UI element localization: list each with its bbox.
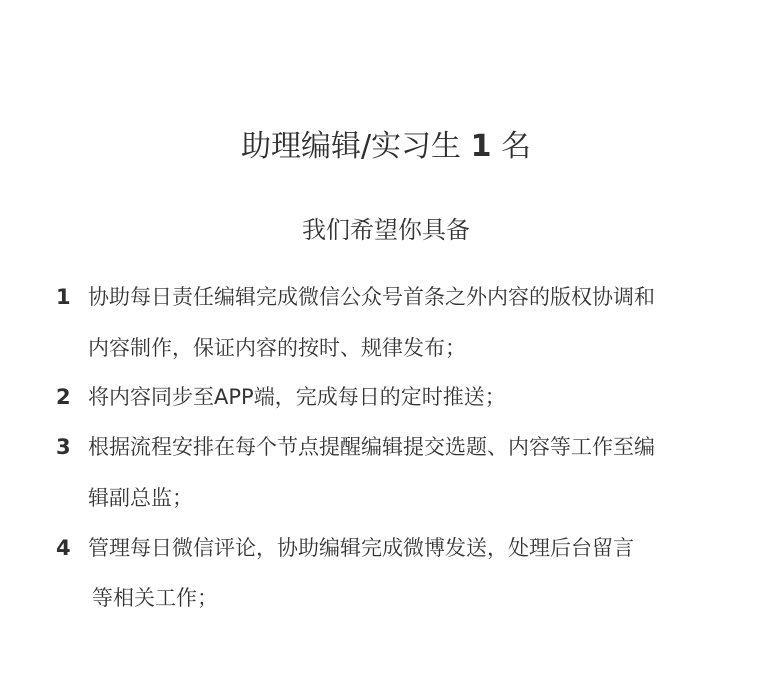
- requirement-number: 4: [56, 536, 71, 560]
- requirement-text-line: 内容制作，保证内容的按时、规律发布；: [88, 336, 466, 360]
- requirement-text-line: 将内容同步至APP端，完成每日的定时推送；: [88, 385, 506, 409]
- section-subtitle: 我们希望你具备: [302, 216, 470, 244]
- title-count: 1: [470, 129, 492, 164]
- requirement-text-line: 管理每日微信评论，协助编辑完成微博发送，处理后台留言: [88, 536, 634, 560]
- requirement-text-line: 等相关工作；: [92, 586, 218, 610]
- requirement-text-line: 根据流程安排在每个节点提醒编辑提交选题、内容等工作至编: [88, 435, 655, 459]
- requirement-text-line: 辑副总监；: [88, 486, 193, 510]
- page-title: [0, 127, 772, 167]
- requirement-number: 2: [56, 385, 71, 409]
- title-unit: 名: [501, 129, 532, 164]
- title-text: 助理编辑/实习生: [240, 129, 462, 164]
- requirement-text-line: 协助每日责任编辑完成微信公众号首条之外内容的版权协调和: [88, 285, 655, 309]
- requirement-number: 3: [56, 435, 71, 459]
- requirement-number: 1: [56, 285, 71, 309]
